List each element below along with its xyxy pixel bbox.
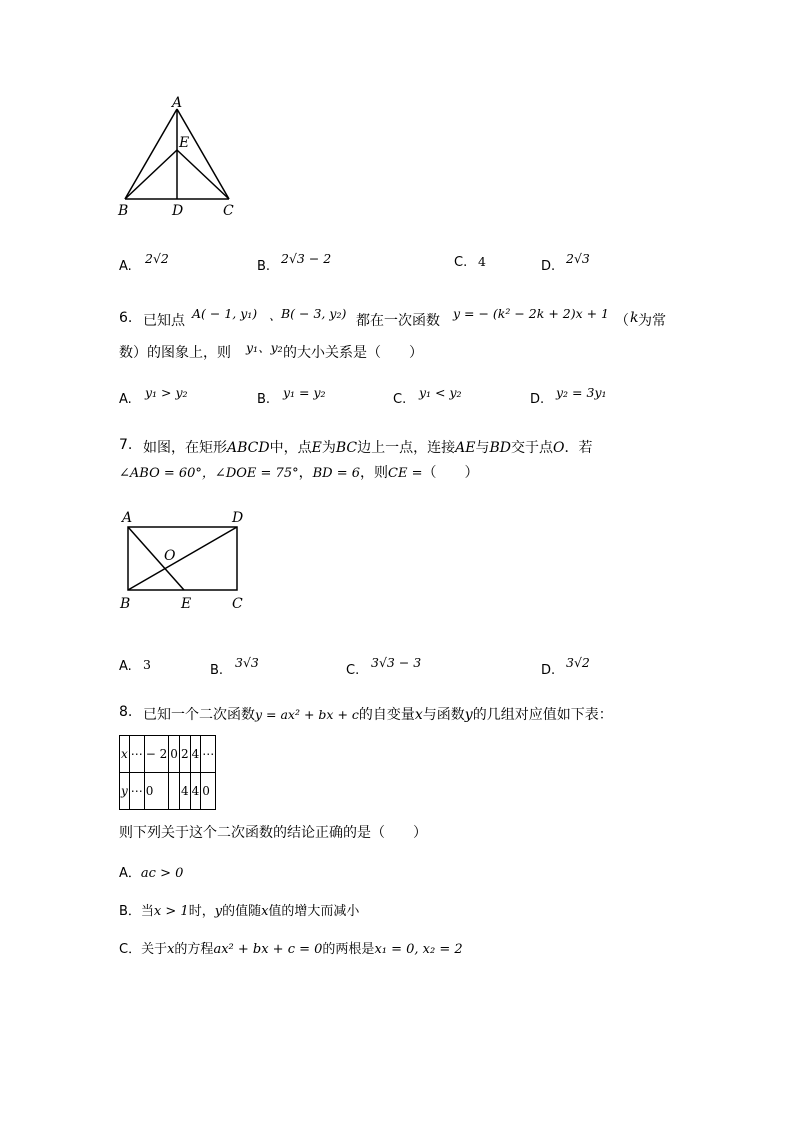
q5-option-d-letter: D. bbox=[541, 259, 556, 274]
q6-text-3: （ bbox=[615, 313, 629, 329]
q8-l1-2: 的自变量 bbox=[358, 707, 415, 723]
q8-b-6: 值的增大而减小 bbox=[268, 904, 360, 919]
label-b: B bbox=[120, 596, 131, 612]
table-cell: 4 bbox=[190, 736, 201, 773]
q6-option-d-letter: D. bbox=[530, 392, 545, 407]
q8-line-1 bbox=[143, 704, 613, 724]
q7-l2-3: ，则 bbox=[360, 465, 389, 481]
q8-b-1: x > 1 bbox=[153, 904, 189, 919]
q7-l1-10: 交于点 bbox=[510, 440, 553, 456]
rectangle-figure bbox=[112, 505, 257, 615]
q8-b-4: 的值随 bbox=[222, 904, 262, 919]
q7-l2-1: ， bbox=[298, 465, 313, 481]
table-cell: 4 bbox=[179, 773, 190, 810]
q8-c-4: 的两根是 bbox=[322, 942, 375, 957]
q8-l1-1: y = ax² + bx + c bbox=[255, 707, 359, 722]
q7-l1-12: ．若 bbox=[564, 440, 593, 456]
q6-line2-text-1: 数）的图象上，则 bbox=[119, 345, 231, 361]
q7-option-a-letter: A. bbox=[119, 659, 132, 674]
label-c: C bbox=[232, 596, 243, 612]
q8-option-c bbox=[119, 938, 463, 957]
q6-point-b: B( − 3, y₂) bbox=[281, 306, 347, 321]
q7-option-d-letter: D. bbox=[541, 663, 556, 678]
table-row-x bbox=[120, 736, 216, 773]
q7-l1-5: BC bbox=[335, 440, 358, 456]
q5-option-c-expr: 4 bbox=[478, 254, 486, 269]
label-e: E bbox=[179, 135, 190, 151]
q6-number: 6. bbox=[119, 310, 133, 326]
label-a: A bbox=[122, 510, 133, 526]
q8-b-3: y bbox=[214, 904, 223, 919]
q5-option-d-expr: 2√3 bbox=[566, 251, 590, 266]
label-b: B bbox=[118, 203, 129, 219]
q6-text-1: 已知点 bbox=[143, 313, 185, 329]
q7-option-a-expr: 3 bbox=[143, 657, 151, 672]
q7-l2-0: ∠ABO = 60°，∠DOE = 75° bbox=[119, 466, 299, 481]
table-cell: 0 bbox=[169, 736, 180, 773]
q6-option-c-expr: y₁ < y₂ bbox=[419, 385, 462, 400]
q7-line-2 bbox=[119, 462, 478, 482]
q8-b-2: 时， bbox=[188, 904, 215, 919]
q7-l1-8: 与 bbox=[475, 440, 490, 456]
label-d: D bbox=[172, 203, 184, 219]
q8-c-3: ax² + bx + c = 0 bbox=[213, 942, 323, 957]
segment-bd bbox=[128, 527, 237, 590]
q5-option-b-letter: B. bbox=[257, 259, 271, 274]
q7-number: 7. bbox=[119, 437, 133, 453]
label-a: A bbox=[172, 95, 183, 111]
triangle-figure bbox=[110, 92, 250, 222]
q8-option-b bbox=[119, 900, 359, 919]
q8-a-0: A． bbox=[119, 866, 141, 881]
table-cell: x bbox=[120, 736, 130, 773]
segment-ce bbox=[177, 150, 229, 199]
q7-l2-2: BD = 6 bbox=[312, 466, 361, 481]
q8-c-5: x₁ = 0, x₂ = 2 bbox=[374, 942, 463, 957]
q8-l1-4: 与函数 bbox=[422, 707, 465, 723]
table-cell: 0 bbox=[201, 773, 216, 810]
values-table bbox=[119, 735, 216, 810]
q7-l1-1: ABCD bbox=[227, 440, 270, 456]
q5-option-c-letter: C. bbox=[454, 255, 468, 270]
q8-c-2: 的方程 bbox=[174, 942, 214, 957]
q7-option-d-expr: 3√2 bbox=[566, 655, 590, 670]
table-cell: − 2 bbox=[144, 736, 169, 773]
q8-l1-5: y bbox=[464, 707, 473, 723]
q8-b-0: B．当 bbox=[119, 904, 154, 919]
q6-point-a: A( − 1, y₁) bbox=[192, 306, 258, 321]
q5-option-a-expr: 2√2 bbox=[145, 251, 169, 266]
table-cell: 2 bbox=[179, 736, 190, 773]
q8-l1-3: x bbox=[414, 707, 423, 723]
segment-be bbox=[125, 150, 177, 199]
q7-option-c-expr: 3√3 − 3 bbox=[371, 655, 422, 670]
q7-l2-5: （ ） bbox=[422, 465, 479, 481]
q8-line-after: 则下列关于这个二次函数的结论正确的是（ ） bbox=[119, 825, 427, 841]
table-cell: ⋯ bbox=[129, 736, 144, 773]
label-c: C bbox=[223, 203, 234, 219]
q6-text-2: 都在一次函数 bbox=[356, 313, 440, 329]
q6-option-a-expr: y₁ > y₂ bbox=[145, 385, 188, 400]
q7-l1-3: E bbox=[311, 440, 322, 456]
q8-a-1: ac > 0 bbox=[140, 866, 184, 881]
q7-l1-11: O bbox=[552, 440, 565, 456]
q7-l1-6: 边上一点，连接 bbox=[357, 440, 456, 456]
q6-option-b-expr: y₁ = y₂ bbox=[283, 385, 326, 400]
table-cell: y bbox=[120, 773, 130, 810]
q7-l1-0: 如图，在矩形 bbox=[143, 440, 227, 456]
q7-option-b-letter: B. bbox=[210, 663, 224, 678]
q7-option-b-expr: 3√3 bbox=[235, 655, 259, 670]
table-row-y bbox=[120, 773, 216, 810]
q6-text-4: 为常 bbox=[638, 313, 666, 329]
q8-l1-0: 已知一个二次函数 bbox=[143, 707, 255, 723]
q6-option-c-letter: C. bbox=[393, 392, 407, 407]
q8-c-0: C．关于 bbox=[119, 942, 168, 957]
q5-option-a-letter: A. bbox=[119, 259, 132, 274]
q6-line2-text-2: 的大小关系是（ ） bbox=[283, 345, 423, 361]
segment-ac bbox=[177, 109, 229, 199]
q8-l1-6: 的几组对应值如下表： bbox=[472, 707, 613, 723]
q8-option-a bbox=[119, 862, 183, 881]
q7-l1-9: BD bbox=[489, 440, 511, 456]
segment-ae bbox=[128, 527, 184, 590]
q7-line-1 bbox=[143, 437, 592, 457]
q7-l1-2: 中，点 bbox=[269, 440, 312, 456]
q7-l1-7: AE bbox=[455, 440, 476, 456]
q6-option-a-letter: A. bbox=[119, 392, 132, 407]
q6-option-d-expr: y₂ = 3y₁ bbox=[556, 385, 607, 400]
label-d: D bbox=[232, 510, 244, 526]
q6-option-b-letter: B. bbox=[257, 392, 271, 407]
q6-sep: 、 bbox=[269, 308, 282, 323]
q6-function: y = − (k² − 2k + 2)x + 1 bbox=[453, 306, 610, 321]
label-e: E bbox=[181, 596, 192, 612]
q5-option-b-expr: 2√3 − 2 bbox=[281, 251, 332, 266]
q7-option-c-letter: C. bbox=[346, 663, 360, 678]
q6-k: k bbox=[630, 310, 639, 326]
q8-b-5: x bbox=[261, 904, 269, 919]
q6-y1y2: y₁、y₂ bbox=[246, 340, 283, 355]
label-o: O bbox=[164, 548, 176, 564]
table-cell: 4 bbox=[190, 773, 201, 810]
table-cell: ⋯ bbox=[129, 773, 144, 810]
q7-l1-4: 为 bbox=[321, 440, 336, 456]
q7-l2-4: CE = bbox=[388, 466, 423, 481]
q8-number: 8. bbox=[119, 704, 133, 720]
table-cell bbox=[169, 773, 180, 810]
table-cell: ⋯ bbox=[201, 736, 216, 773]
q8-c-1: x bbox=[167, 942, 175, 957]
segment-ab bbox=[125, 109, 177, 199]
table-cell: 0 bbox=[144, 773, 169, 810]
